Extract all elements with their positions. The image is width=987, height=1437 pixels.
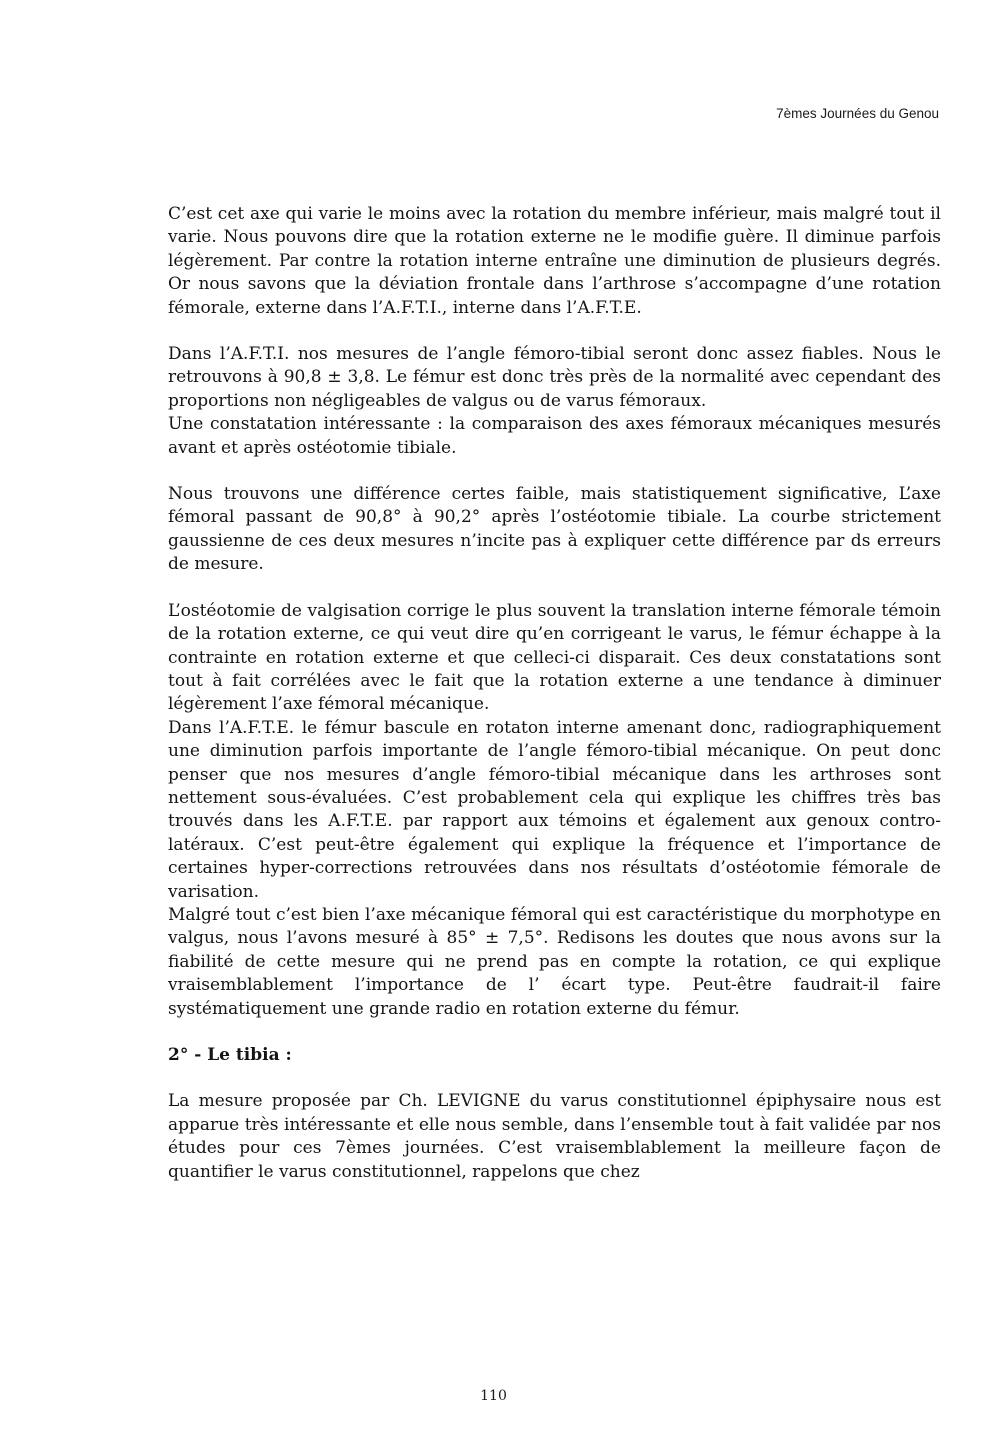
paragraph: Dans l’A.F.T.I. nos mesures de l’angle fémoro-tibial seront donc assez fiables. Nous le retrouvons à 90,8 ± 3,8. Le fémur est donc très près de la normalité avec cependant des proportions non négligeables de valgus ou de varus fémoraux. [168,344,941,411]
section-heading: 2° - Le tibia : [168,1045,292,1065]
paragraph: Une constatation intéressante : la comparaison des axes fémoraux mécaniques mesurés avant et après ostéotomie tibiale. [168,414,941,458]
paragraph: Nous trouvons une différence certes faible, mais statistiquement significative, L’axe fémoral passant de 90,8° à 90,2° après l’ostéotomie tibiale. La courbe strictement gaussienne de ces deux mesures n’incite pas à expliquer cette différence par ds erreurs de mesure. [168,484,941,575]
paragraph: Dans l’A.F.T.E. le fémur bascule en rotaton interne amenant donc, radiographiquement une diminution parfois importante de l’angle fémoro-tibial mécanique. On peut donc penser que nos mesures d’angle fémoro-tibial mécanique dans les arthroses sont nettement sous-évaluées. C’est probablement cela qui explique les chiffres très bas trouvés dans les A.F.T.E. par rapport aux témoins et également aux genoux contro-latéraux. C’est peut-être également qui explique la fréquence et l’importance de certaines hyper-corrections retrouvées dans nos résultats d’ostéotomie fémorale de varisation. [168,717,941,902]
paragraph: C’est cet axe qui varie le moins avec la rotation du membre inférieur, mais malgré tout il varie. Nous pouvons dire que la rotation externe ne le modifie guère. Il diminue parfois légèrement. Par contre la rotation interne entraîne une diminution de plusieurs degrés. Or nous savons que la déviation frontale dans l’arthrose s’accompagne d’une rotation fémorale, externe dans l’A.F.T.I., interne dans l’A.F.T.E. [168,204,941,318]
paragraph: La mesure proposée par Ch. LEVIGNE du varus constitutionnel épiphysaire nous est apparue très intéressante et elle nous semble, dans l’ensemble tout à fait validée par nos études pour ces 7èmes journées. C’est vraisemblablement la meilleure façon de quantifier le varus constitutionnel, rappelons que chez [168,1091,941,1182]
page-number: 110 [480,1388,507,1404]
running-header: 7èmes Journées du Genou [776,106,939,121]
paragraph: L’ostéotomie de valgisation corrige le plus souvent la translation interne fémorale témoin de la rotation externe, ce qui veut dire qu’en corrigeant le varus, le fémur échappe à la contrainte en rotation externe et que celleci-ci disparait. Ces deux constatations sont tout à fait corrélées avec le fait que la rotation externe a une tendance à diminuer légèrement l’axe fémoral mécanique. [168,600,941,715]
paragraph: Malgré tout c’est bien l’axe mécanique fémoral qui est caractéristique du morphotype en valgus, nous l’avons mesuré à 85° ± 7,5°. Redisons les doutes que nous avons sur la fiabilité de cette mesure qui ne prend pas en compte la rotation, ce qui explique vraisemblablement l’importance de l’ écart type. Peut-être faudrait-il faire systématiquement une grande radio en rotation externe du fémur. [168,904,941,1019]
body-text [168,203,941,1184]
